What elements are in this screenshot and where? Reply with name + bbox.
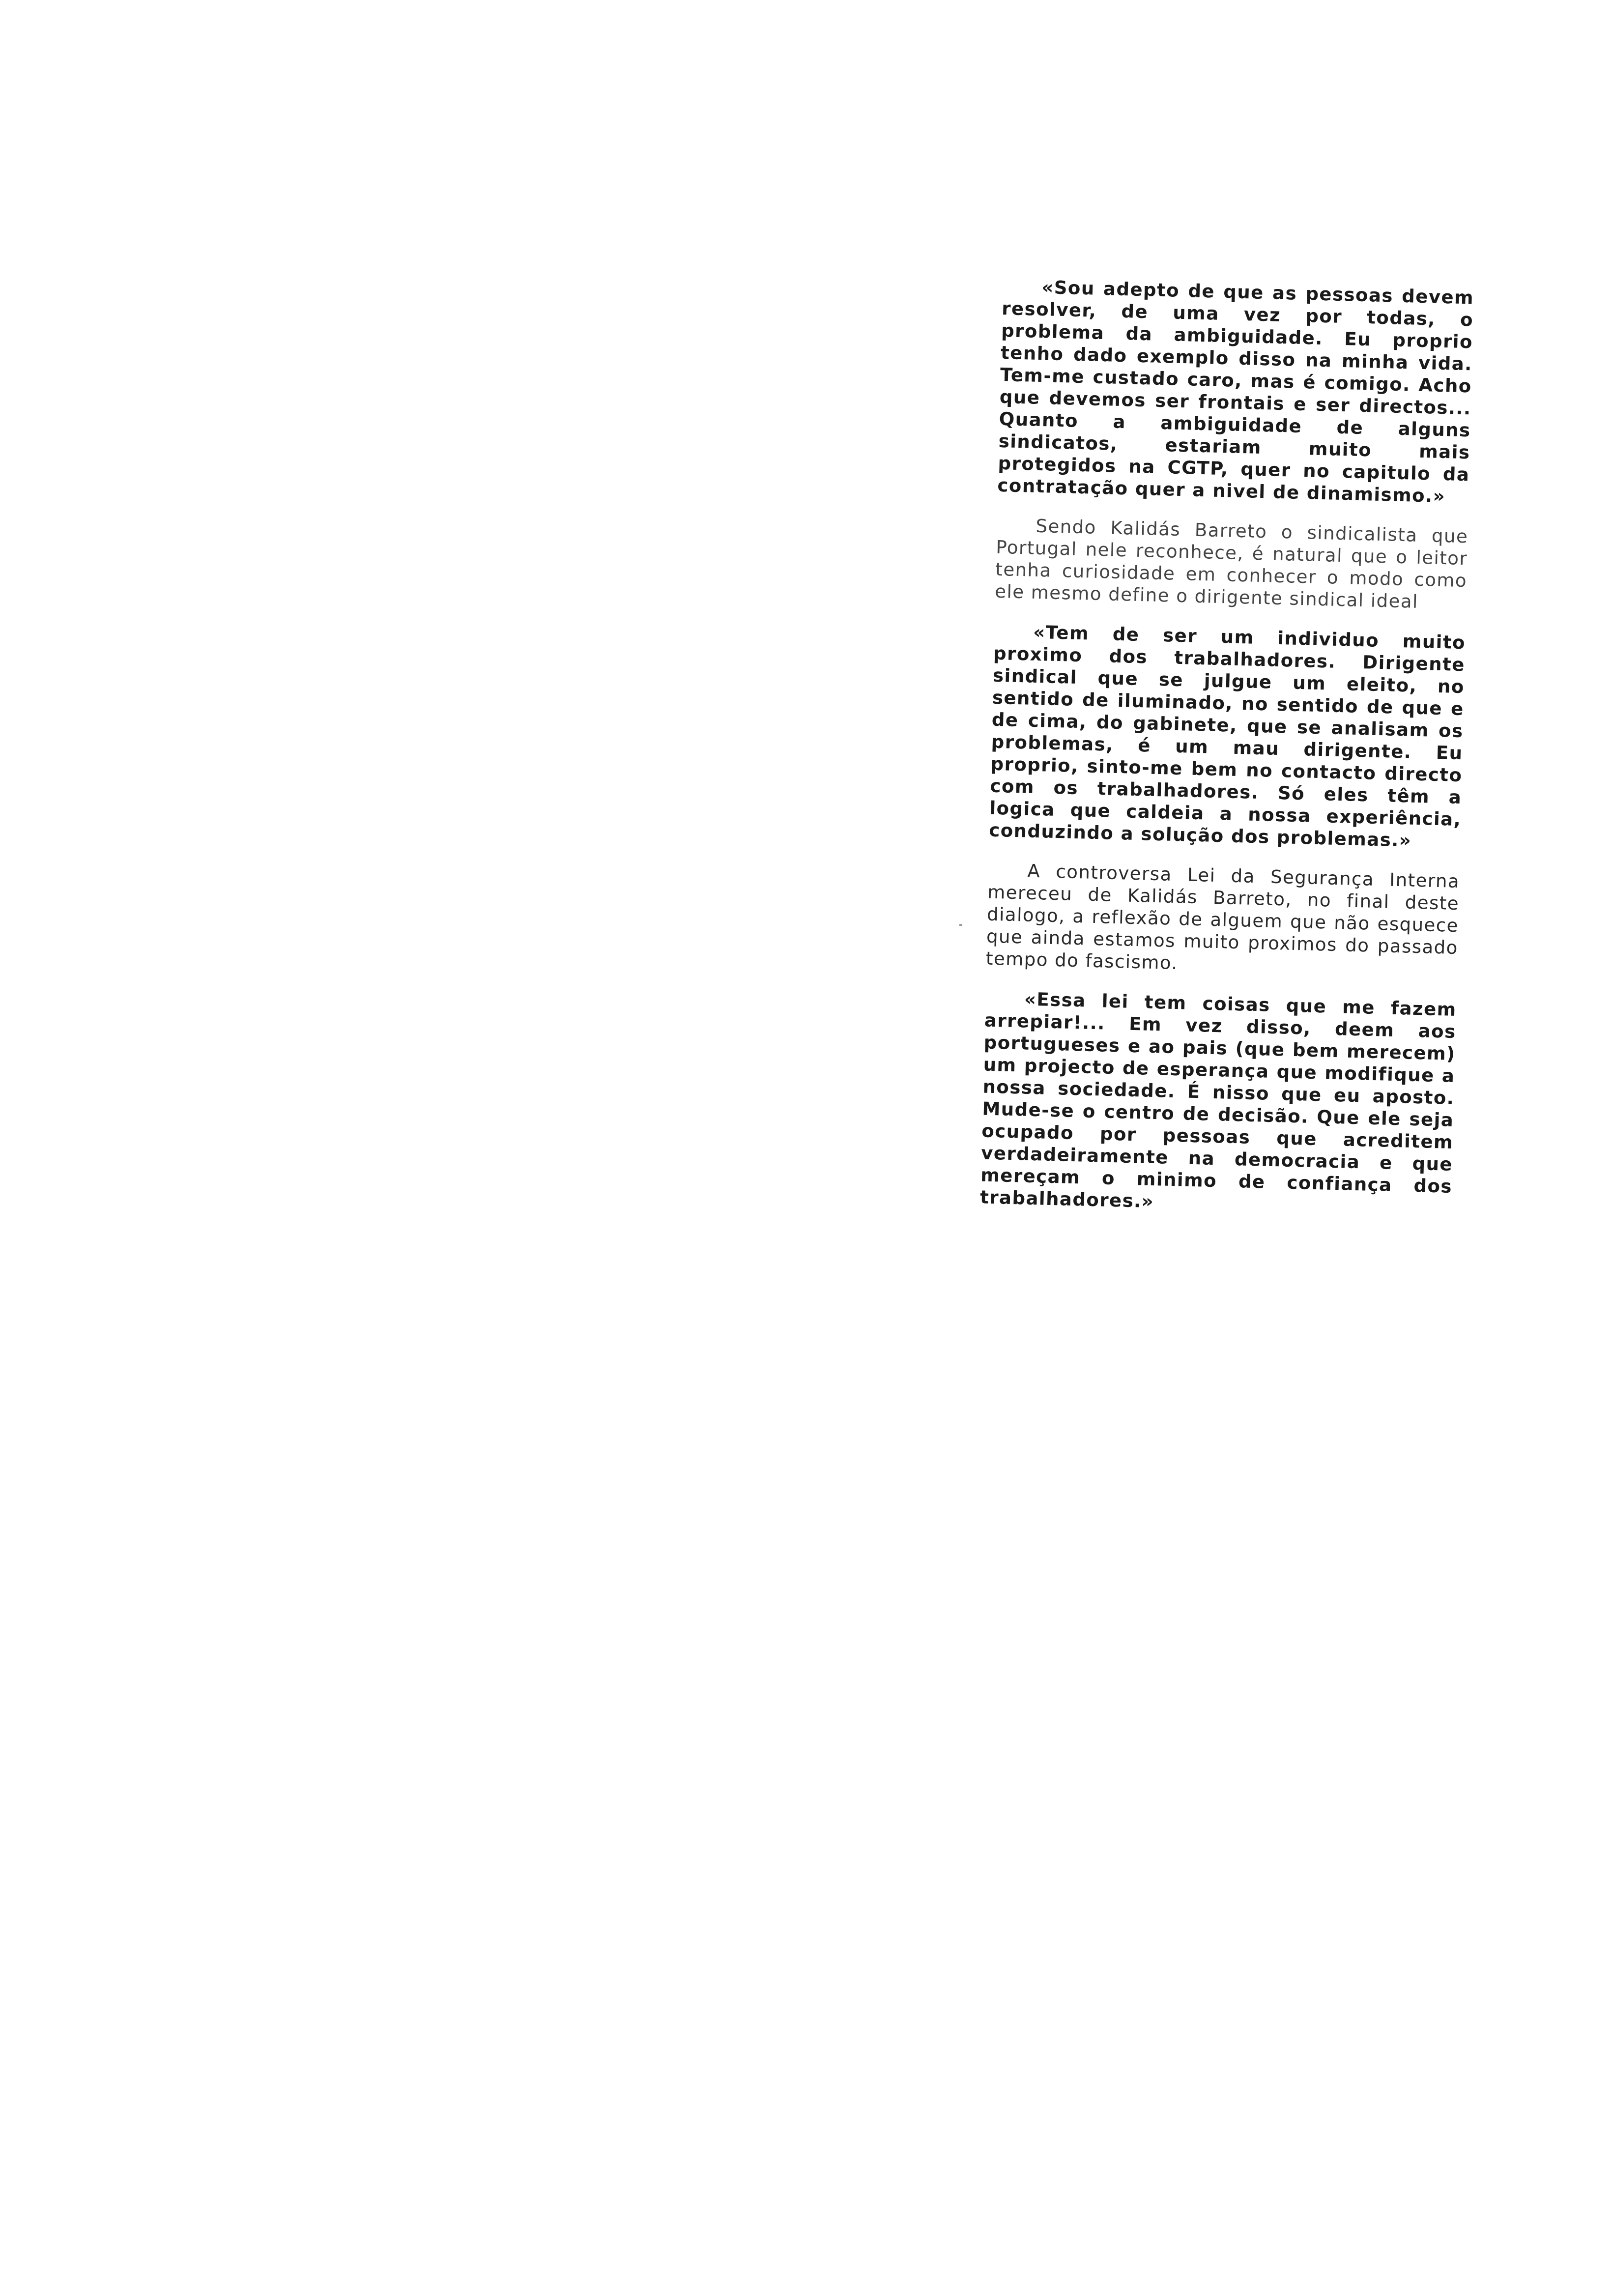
scan-speck [959, 924, 962, 926]
narrative-paragraph-ideal-leader: Sendo Kalidás Barreto o sindicalista que Portugal nele reconhece, é natural que o leitor tenha curiosidade em conhecer o modo como ele mesmo define o dirigente sindical ideal [994, 515, 1468, 612]
quote-paragraph-ideal-leader: «Tem de ser um individuo muito proximo dos trabalhadores. Dirigente sindical que se julgue um eleito, no sentido de iluminado, no sentido de que e de cima, do gabinete, que se analisam os problemas, é um mau dirigente. Eu proprio, sinto-me bem no contacto directo com os trabalhadores. Só eles têm a logica que caldeia a nossa experiência, conduzindo a solução dos problemas.» [988, 621, 1466, 851]
narrative-paragraph-security-law: A controversa Lei da Segurança Interna mereceu de Kalidás Barreto, no final deste dialogo, a reflexão de alguem que não esquece que ainda estamos muito proximos do passado tempo do fascismo. [985, 860, 1460, 974]
article-column [979, 275, 1474, 1237]
quote-paragraph-ambiguity: «Sou adepto de que as pessoas devem resolver, de uma vez por todas, o problema da ambiguidade. Eu proprio tenho dado exemplo disso na minha vida. Tem-me custado caro, mas é comigo. Acho que devemos ser frontais e ser directos... Quanto a ambiguidade de alguns sindicatos, estariam muito mais protegidos na CGTP, quer no capitulo da contratação quer a nivel de dinamismo.» [997, 276, 1474, 507]
quote-paragraph-security-law: «Essa lei tem coisas que me fazem arrepiar!... Em vez disso, deem aos portugueses e ao pais (que bem merecem) um projecto de esperança que modifique a nossa sociedade. É nisso que eu aposto. Mude-se o centro de decisão. Que ele seja ocupado por pessoas que acreditem verdadeiramente na democracia e que mereçam o minimo de confiança dos trabalhadores.» [979, 988, 1457, 1212]
